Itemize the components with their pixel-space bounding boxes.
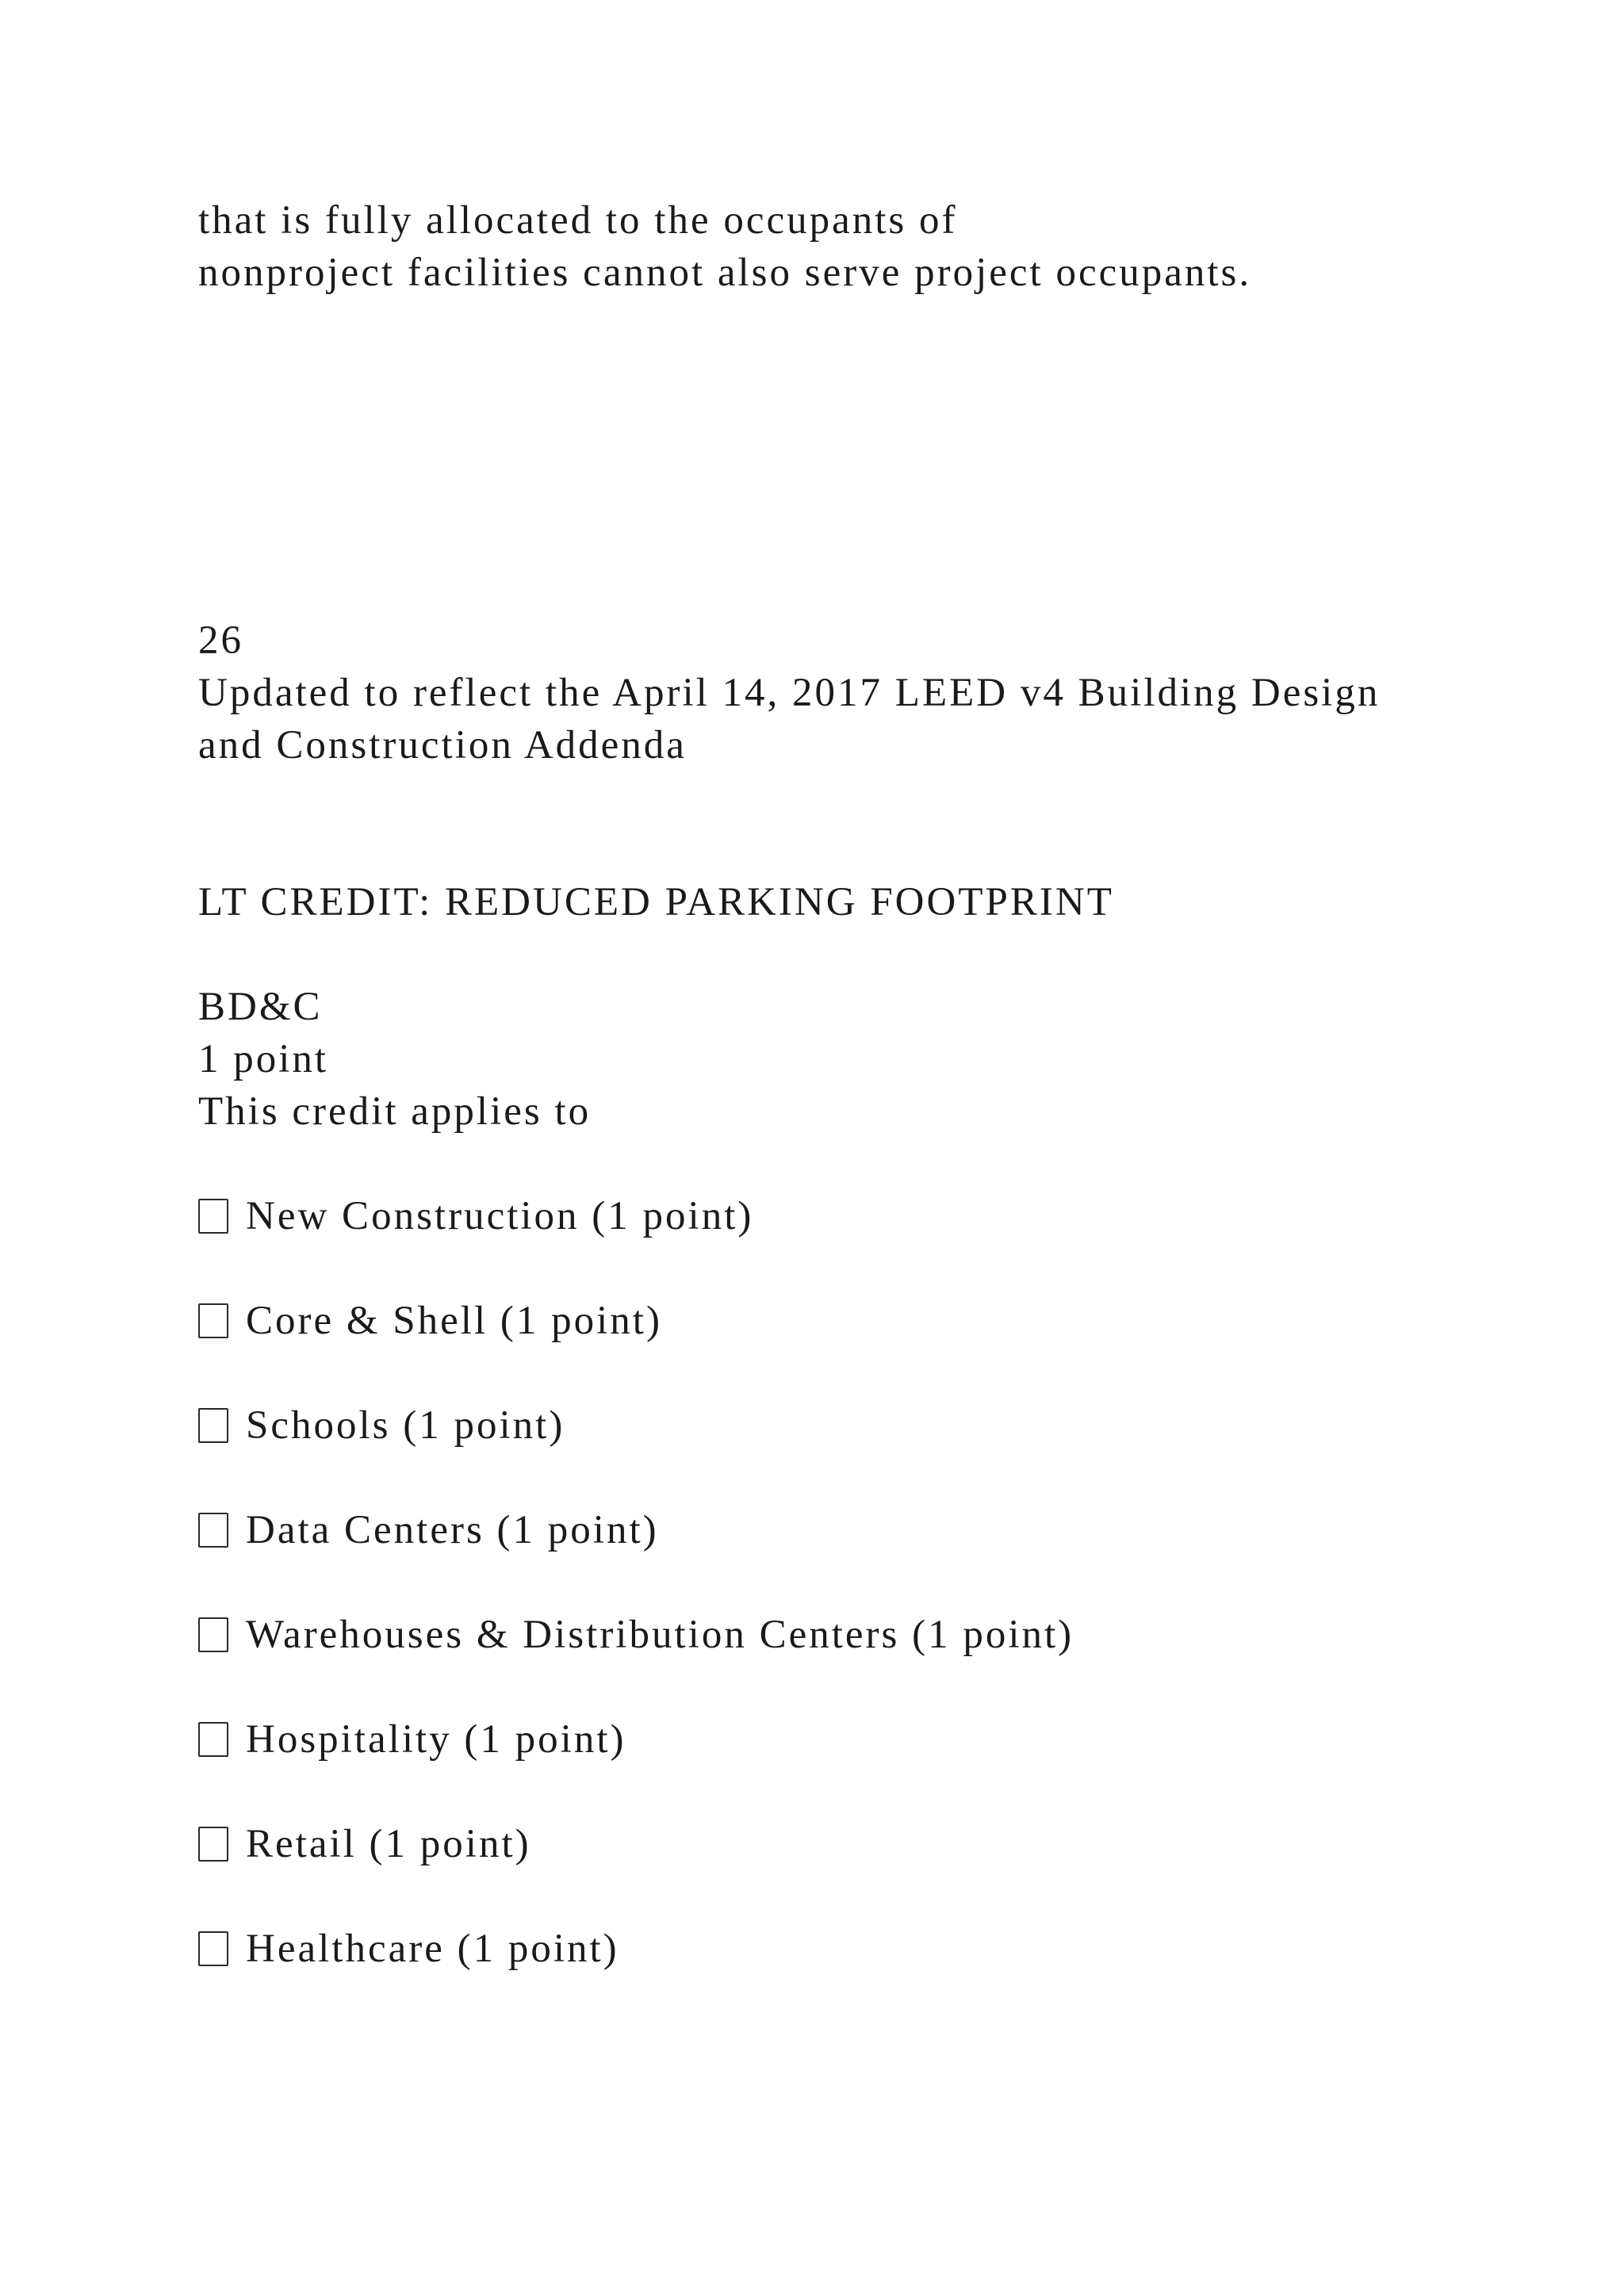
checkbox-icon (198, 1199, 228, 1234)
list-item-label: Healthcare (1 point) (246, 1927, 619, 1971)
paragraph-line-1: that is fully allocated to the occupants of (198, 198, 958, 243)
checkbox-icon (198, 1931, 228, 1966)
list-item-label: Warehouses & Distribution Centers (1 point) (246, 1613, 1074, 1657)
credit-points: 1 point (198, 1037, 329, 1081)
checkbox-icon (198, 1513, 228, 1548)
list-item (198, 1190, 753, 1242)
checkbox-icon (198, 1827, 228, 1862)
credit-title: LT CREDIT: REDUCED PARKING FOOTPRINT (198, 880, 1114, 924)
list-item (198, 1399, 565, 1452)
list-item (198, 1818, 531, 1870)
update-note-line-1: Updated to reflect the April 14, 2017 LEED v4 Building Design (198, 671, 1381, 715)
list-item-label: New Construction (1 point) (246, 1194, 754, 1238)
list-item (198, 1609, 1074, 1661)
rating-system: BD&C (198, 985, 323, 1029)
checkbox-icon (198, 1408, 228, 1443)
page-number: 26 (198, 618, 243, 663)
checkbox-icon (198, 1722, 228, 1757)
list-item-label: Schools (1 point) (246, 1403, 565, 1448)
checkbox-icon (198, 1303, 228, 1338)
list-item-label: Retail (1 point) (246, 1822, 531, 1866)
list-item (198, 1923, 619, 1975)
update-note-line-2: and Construction Addenda (198, 723, 687, 767)
list-item (198, 1295, 662, 1347)
list-item (198, 1504, 659, 1556)
checkbox-icon (198, 1617, 228, 1652)
paragraph-line-2: nonproject facilities cannot also serve project occupants. (198, 251, 1252, 295)
applies-intro: This credit applies to (198, 1089, 592, 1134)
list-item-label: Hospitality (1 point) (246, 1717, 626, 1762)
list-item (198, 1713, 626, 1766)
list-item-label: Core & Shell (1 point) (246, 1299, 662, 1343)
list-item-label: Data Centers (1 point) (246, 1508, 659, 1552)
